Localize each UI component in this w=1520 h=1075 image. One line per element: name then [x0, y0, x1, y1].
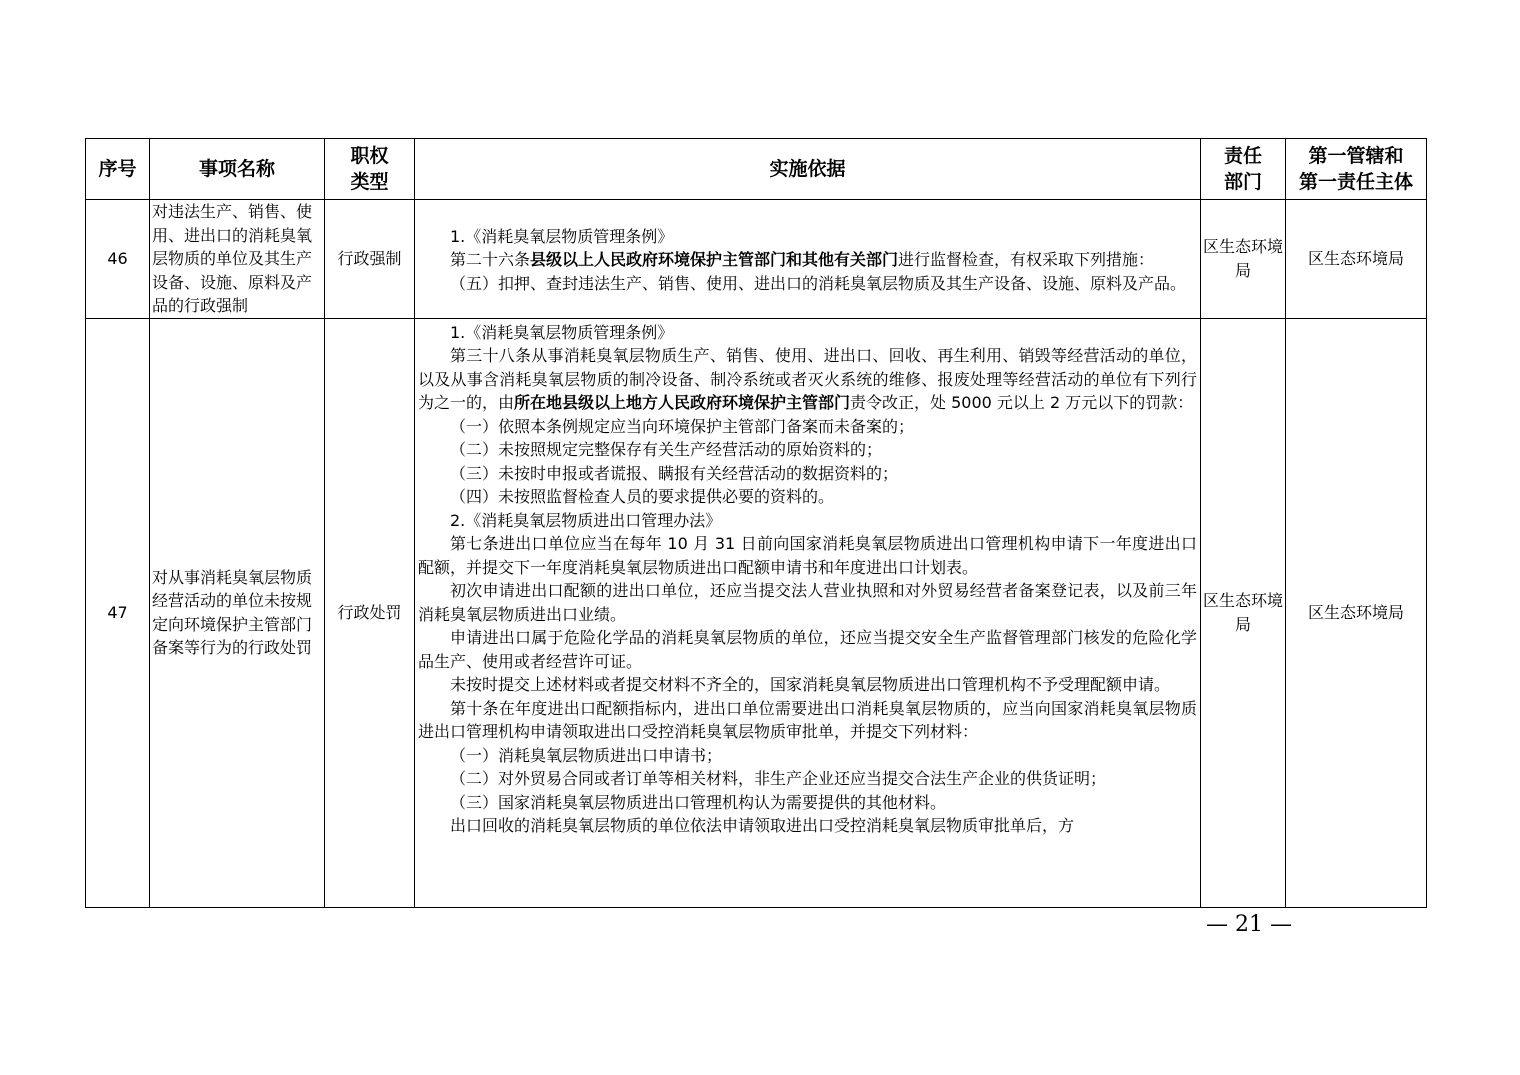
row-responsible-subject: 区生态环境局 [1286, 200, 1427, 319]
table-row [86, 318, 1427, 907]
basis-paragraph: （三）未按时申报或者谎报、瞒报有关经营活动的数据资料的； [450, 463, 899, 483]
basis-paragraph: （五）扣押、查封违法生产、销售、使用、进出口的消耗臭氧层物质及其生产设备、设施、原料及产品。 [450, 273, 1187, 293]
basis-paragraph: 第十条在年度进出口配额指标内，进出口单位需要进出口消耗臭氧层物质的，应当向国家消耗臭氧层物质进出口管理机构申请领取进出口受控消耗臭氧层物质审批单，并提交下列材料： [418, 698, 1197, 741]
basis-paragraph: 1.《消耗臭氧层物质管理条例》 [450, 322, 674, 342]
basis-paragraph: 2.《消耗臭氧层物质进出口管理办法》 [450, 510, 722, 530]
header-subject-line1: 第一管辖和 [1308, 145, 1404, 167]
basis-text: 第二十六条 [450, 250, 531, 269]
header-name: 事项名称 [150, 139, 325, 200]
basis-bold-text: 县级以上人民政府环境保护主管部门和其他有关部门 [530, 250, 899, 269]
basis-paragraph: （一）依照本条例规定应当向环境保护主管部门备案而未备案的； [450, 416, 915, 436]
basis-paragraph: 出口回收的消耗臭氧层物质的单位依法申请领取进出口受控消耗臭氧层物质审批单后，方 [450, 816, 1075, 835]
basis-text: 进行监督检查，有权采取下列措施： [898, 250, 1155, 269]
basis-bold-text: 所在地县级以上地方人民政府环境保护主管部门 [514, 393, 851, 412]
row-responsible-dept: 区生态环境局 [1201, 200, 1286, 319]
basis-paragraph [418, 248, 1197, 272]
authority-table [85, 138, 1427, 908]
table-row [86, 200, 1427, 319]
basis-paragraph [418, 344, 1197, 415]
row-authority-type: 行政强制 [325, 200, 415, 319]
basis-paragraph: 第七条进出口单位应当在每年 10 月 31 日前向国家消耗臭氧层物质进出口管理机构申请下一年度进出口配额，并提交下一年度消耗臭氧层物质进出口配额申请书和年度进出口计划表。 [418, 534, 1197, 577]
basis-text: 责令改正，处 5000 元以上 2 万元以下的罚款： [850, 393, 1194, 412]
basis-paragraph: 未按时提交上述材料或者提交材料不齐全的，国家消耗臭氧层物质进出口管理机构不予受理配额申请。 [450, 675, 1171, 694]
header-type-line1: 职权 [350, 145, 389, 167]
header-subject-line2: 第一责任主体 [1298, 171, 1413, 193]
row-authority-type: 行政处罚 [325, 318, 415, 907]
basis-paragraph: 初次申请进出口配额的进出口单位，还应当提交法人营业执照和对外贸易经营者备案登记表，以及前三年消耗臭氧层物质进出口业绩。 [418, 581, 1197, 624]
row-basis [415, 318, 1201, 907]
row-item-name: 对违法生产、销售、使用、进出口的消耗臭氧层物质的单位及其生产设备、设施、原料及产品的行政强制 [150, 200, 325, 319]
basis-paragraph: （四）未按照监督检查人员的要求提供必要的资料的。 [450, 487, 835, 506]
basis-paragraph: 申请进出口属于危险化学品的消耗臭氧层物质的单位，还应当提交安全生产监督管理部门核发的危险化学品生产、使用或者经营许可证。 [418, 628, 1197, 671]
basis-paragraph: 1.《消耗臭氧层物质管理条例》 [450, 226, 674, 246]
basis-text: 第三十八条从事消耗臭氧层物质生产、销售、使用、进出口、回收、再生利用、销毁等经营活动的单位，以及从事含消耗臭氧层物质的制冷设备、制冷系统或者灭火系统的维修、报废处理等经营活动的单位有下列行为之一的，由 [418, 346, 1197, 412]
header-dept [1201, 139, 1286, 200]
row-seq: 46 [86, 200, 150, 319]
header-dept-line1: 责任 [1223, 145, 1262, 167]
basis-paragraph: （二）对外贸易合同或者订单等相关材料，非生产企业还应当提交合法生产企业的供货证明； [450, 769, 1107, 788]
row-responsible-dept: 区生态环境局 [1201, 318, 1286, 907]
header-type [325, 139, 415, 200]
basis-paragraph: （二）未按照规定完整保存有关生产经营活动的原始资料的； [450, 440, 883, 459]
header-subject [1286, 139, 1427, 200]
row-responsible-subject: 区生态环境局 [1286, 318, 1427, 907]
header-type-line2: 类型 [350, 171, 389, 193]
row-basis [415, 200, 1201, 319]
table-header-row [86, 139, 1427, 200]
page-number: — 21 — [1206, 912, 1292, 937]
row-item-name: 对从事消耗臭氧层物质经营活动的单位未按规定向环境保护主管部门备案等行为的行政处罚 [150, 318, 325, 907]
header-dept-line2: 部门 [1223, 171, 1262, 193]
header-basis: 实施依据 [415, 139, 1201, 200]
basis-paragraph: （三）国家消耗臭氧层物质进出口管理机构认为需要提供的其他材料。 [450, 792, 947, 812]
row-seq: 47 [86, 318, 150, 907]
basis-paragraph: （一）消耗臭氧层物质进出口申请书； [450, 745, 723, 765]
header-seq: 序号 [86, 139, 150, 200]
